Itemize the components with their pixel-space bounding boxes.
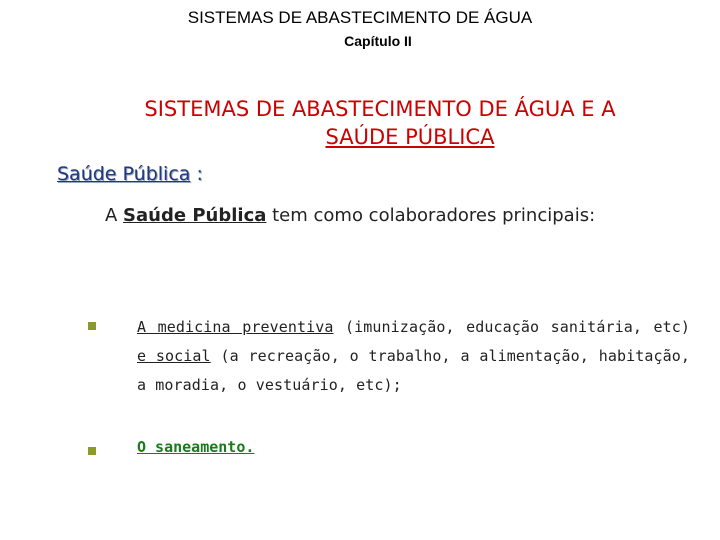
slide-title-line2: SAÚDE PÚBLICA <box>325 125 495 149</box>
header-title: SISTEMAS DE ABASTECIMENTO DE ÁGUA <box>187 8 533 27</box>
list-item-saneamento[interactable]: O saneamento. <box>137 438 255 456</box>
bullet1-part2: (imunização, educação sanitária, etc) <box>333 318 691 336</box>
square-bullet-icon <box>88 322 96 330</box>
intro-emphasis: Saúde Pública <box>123 205 267 226</box>
section-heading <box>57 163 203 185</box>
intro-prefix: A <box>105 205 124 226</box>
bullet1-part3: e social <box>137 347 211 365</box>
list-item <box>137 313 690 400</box>
header-subtitle: Capítulo II <box>344 33 412 49</box>
intro-paragraph <box>105 200 665 232</box>
bullet1-part4: (a recreação, o trabalho, a alimentação, habitação, a moradia, o vestuário, etc); <box>137 347 691 394</box>
slide-title <box>60 95 700 151</box>
intro-suffix: tem como colaboradores principais: <box>266 205 596 226</box>
section-heading-text: Saúde Pública <box>57 163 191 185</box>
section-heading-colon: : <box>190 163 203 185</box>
bullet1-part1: A medicina preventiva <box>137 318 334 336</box>
slide-title-line1: SISTEMAS DE ABASTECIMENTO DE ÁGUA E A <box>144 97 616 121</box>
square-bullet-icon <box>88 447 96 455</box>
